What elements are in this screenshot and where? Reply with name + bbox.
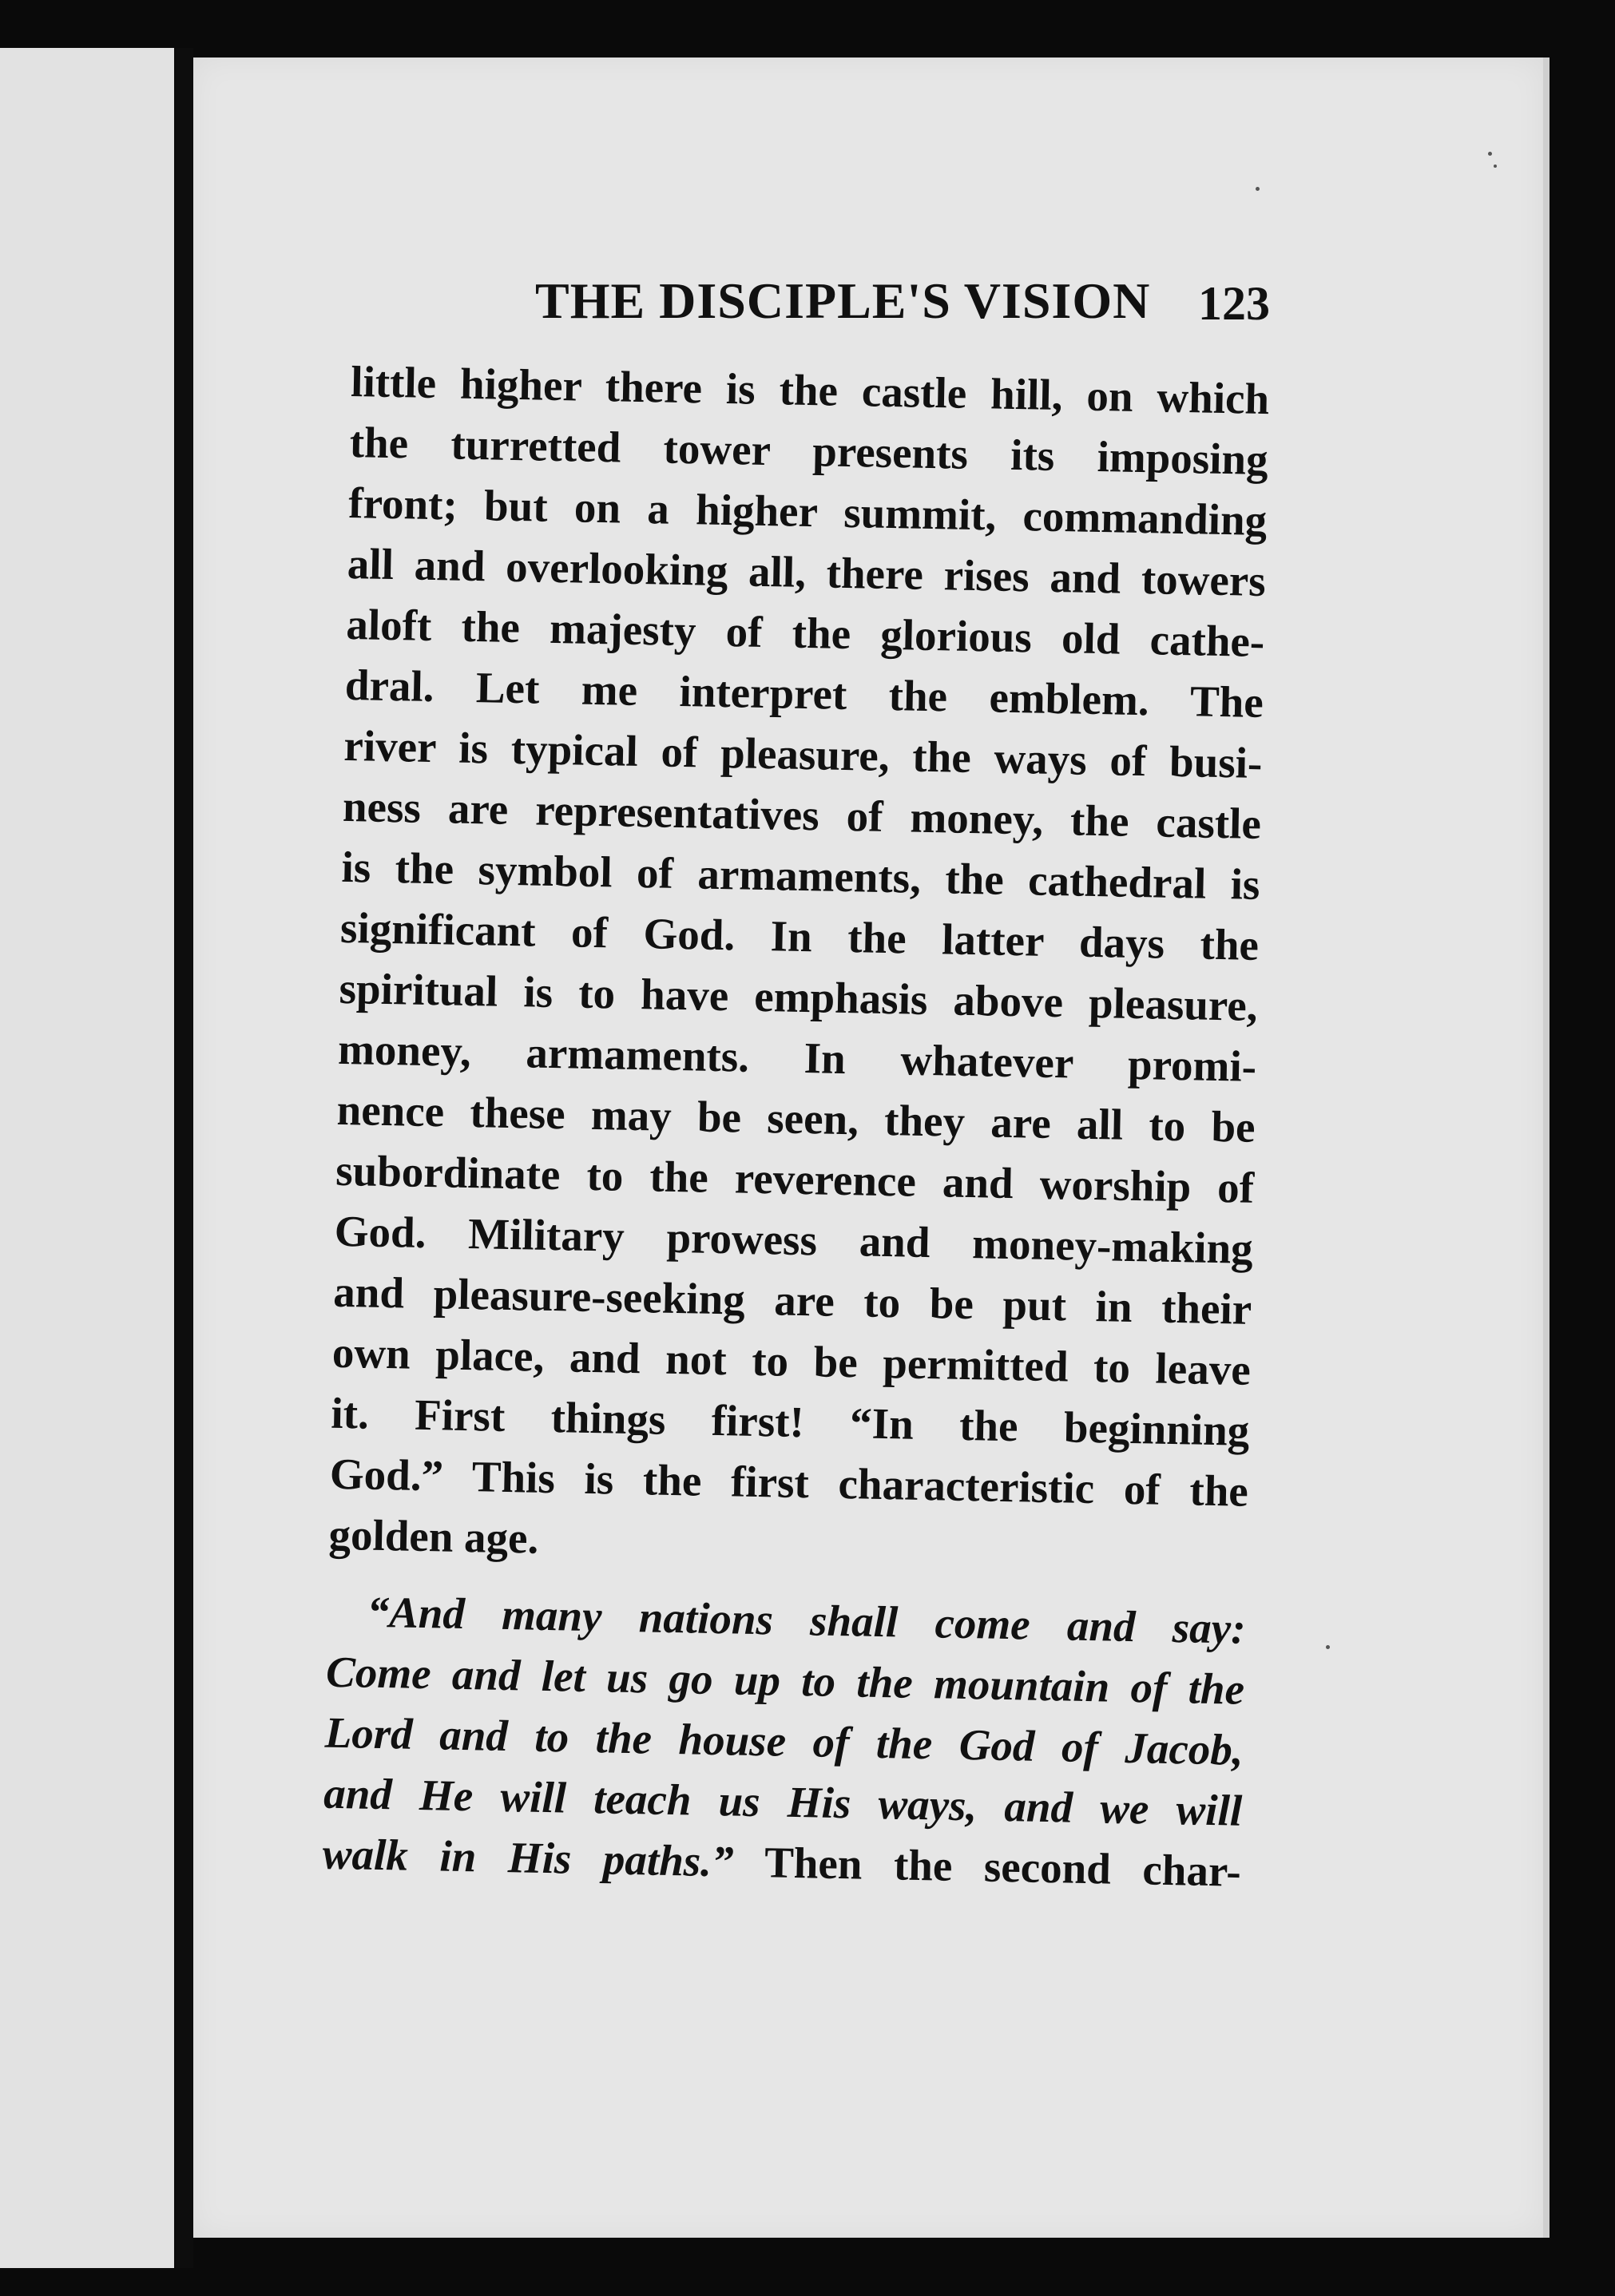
text-line: golden age. bbox=[327, 1509, 539, 1563]
text-line: little higher there is the castle hill, on which bbox=[350, 356, 1270, 424]
paper-speck bbox=[1326, 1645, 1330, 1649]
text-line: aloft the majesty of the glorious old cathe- bbox=[345, 599, 1265, 667]
text-line: spiritual is to have emphasis above pleasure, bbox=[339, 963, 1259, 1030]
binding-gutter bbox=[176, 48, 193, 2268]
text-line: ness are representatives of money, the castle bbox=[342, 781, 1262, 848]
paragraph bbox=[328, 351, 1270, 1583]
text-line: significant of God. In the latter days the bbox=[339, 902, 1260, 970]
body-text bbox=[322, 351, 1270, 1902]
facing-page-edge bbox=[0, 48, 174, 2268]
text-line: it. First things first! “In the beginning bbox=[330, 1388, 1250, 1455]
text-line: own place, and not to be permitted to leave bbox=[331, 1327, 1252, 1394]
paper-speck bbox=[1488, 152, 1492, 156]
text-line: river is typical of pleasure, the ways of busi- bbox=[343, 720, 1263, 787]
text-line: subordinate to the reverence and worship of bbox=[335, 1145, 1255, 1212]
text-line: nence these may be seen, they are all to be bbox=[336, 1085, 1256, 1152]
quote-line: “And many nations shall come and say: bbox=[367, 1587, 1247, 1653]
scripture-quote bbox=[322, 1581, 1246, 1902]
text-continuation: Then the second char- bbox=[732, 1837, 1242, 1896]
text-line: front; but on a higher summit, commanding bbox=[347, 478, 1268, 545]
text-line: all and overlooking all, there rises and towers bbox=[347, 538, 1267, 606]
text-line: dral. Let me interpret the emblem. The bbox=[344, 660, 1264, 727]
page-edge bbox=[1543, 57, 1550, 2238]
text-line: God. Military prowess and money-making bbox=[334, 1206, 1254, 1273]
text-line: and pleasure-seeking are to be put in their bbox=[332, 1267, 1252, 1334]
paper-speck bbox=[1494, 165, 1497, 168]
quote-line: and He will teach us His ways, and we will bbox=[323, 1768, 1243, 1835]
paper-speck bbox=[1256, 187, 1260, 191]
running-title: THE DISCIPLE'S VISION bbox=[535, 272, 1151, 329]
page-number: 123 bbox=[1198, 277, 1270, 330]
quote-line: Come and let us go up to the mountain of the bbox=[325, 1647, 1245, 1714]
text-line: God.” This is the first characteristic of the bbox=[329, 1449, 1249, 1516]
quote-line: Lord and to the house of the God of Jacob, bbox=[324, 1707, 1244, 1775]
quote-end: walk in His paths.” bbox=[322, 1829, 735, 1886]
text-line: the turretted tower presents its imposing bbox=[349, 417, 1269, 485]
text-line: money, armaments. In whatever promi- bbox=[337, 1024, 1257, 1091]
text-line: is the symbol of armaments, the cathedral is bbox=[341, 842, 1260, 909]
